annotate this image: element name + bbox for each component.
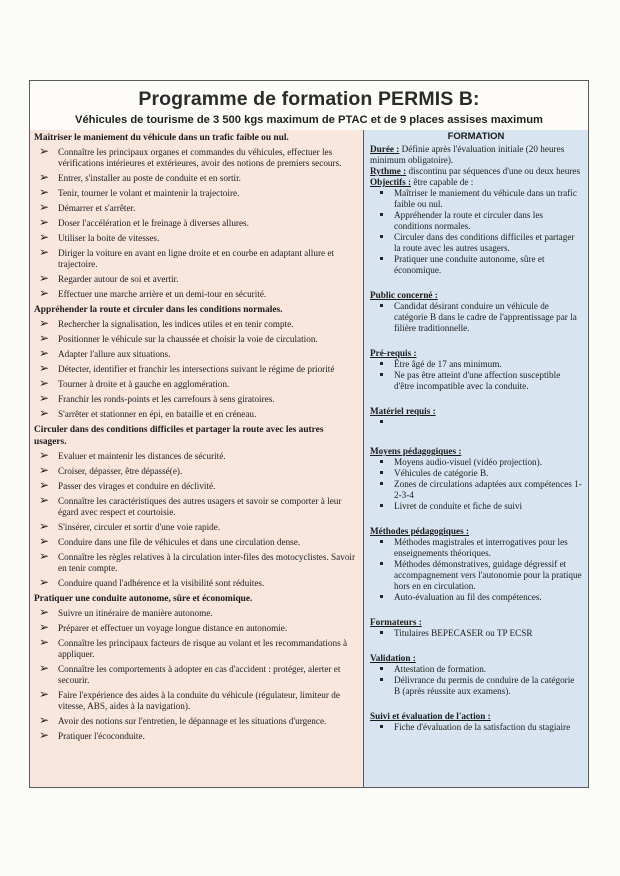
list-item: ➢ Entrer, s'installer au poste de conduite et en sortir. xyxy=(39,170,241,184)
list-item: ➢ Adapter l'allure aux situations. xyxy=(39,346,171,360)
arrow-bullet-icon: ➢ xyxy=(39,215,50,229)
formateurs-list xyxy=(370,628,582,639)
list-item: Maîtriser le maniement du véhicule dans un trafic faible ou nul. xyxy=(370,188,582,210)
rythme-line xyxy=(370,166,582,177)
program-sheet xyxy=(29,80,589,788)
list-item: Véhicules de catégorie B. xyxy=(370,468,582,479)
arrow-bullet-icon: ➢ xyxy=(39,605,50,619)
arrow-bullet-icon: ➢ xyxy=(39,448,50,462)
arrow-bullet-icon: ➢ xyxy=(39,493,50,507)
list-item: ➢ Evaluer et maintenir les distances de sécurité. xyxy=(39,448,226,462)
arrow-bullet-icon: ➢ xyxy=(39,361,50,375)
arrow-bullet-icon: ➢ xyxy=(39,463,50,477)
list-item: ➢ Croiser, dépasser, être dépassé(e). xyxy=(39,463,183,477)
objectifs-label: Objectifs : xyxy=(370,177,412,187)
materiel-list xyxy=(370,417,582,428)
duree-label: Durée : xyxy=(370,144,400,154)
square-bullet-icon xyxy=(380,504,383,507)
objectifs-list xyxy=(370,188,582,276)
list-item: ➢ Connaître les règles relatives à la circulation inter-files des motocyclistes. Savoir en tenir compte. xyxy=(39,549,356,573)
rythme-text: discontinu par séquences d'une ou deux heures xyxy=(406,166,581,176)
list-item: Fiche d'évaluation de la satisfaction du stagiaire xyxy=(370,722,582,733)
materiel-label: Matériel requis : xyxy=(370,406,436,416)
methodes-label: Méthodes pédagogiques : xyxy=(370,526,470,536)
list-item: ➢ Connaître les principaux organes et commandes du véhicules, effectuer les vérifications intérieures et extérieures, avoir des notions de premiers secours. xyxy=(39,144,342,168)
list-item: ➢ Tourner à droite et à gauche en agglomération. xyxy=(39,376,230,390)
list-item: Délivrance du permis de conduire de la catégorie B (après réussite aux examens). xyxy=(370,675,582,697)
list-item: Méthodes magistrales et interrogatives pour les enseignements théoriques. xyxy=(370,537,582,559)
list-item: ➢ Regarder autour de soi et avertir. xyxy=(39,271,179,285)
arrow-bullet-icon: ➢ xyxy=(39,713,50,727)
list-item: Appréhender la route et circuler dans les conditions normales. xyxy=(370,210,582,232)
list-item: Zones de circulations adaptées aux compétences 1-2-3-4 xyxy=(370,479,582,501)
bullet-list xyxy=(34,316,357,420)
arrow-bullet-icon: ➢ xyxy=(39,144,50,158)
objectifs-line xyxy=(370,177,582,188)
list-item: ➢ S'insérer, circuler et sortir d'une voie rapide. xyxy=(39,519,221,533)
square-bullet-icon xyxy=(380,725,383,728)
list-item: ➢ Utiliser la boite de vitesses. xyxy=(39,230,160,244)
duree-text: Définie après l'évaluation initiale (20 heures minimum obligatoire). xyxy=(370,144,565,165)
section-heading: Appréhender la route et circuler dans les conditions normales. xyxy=(34,305,283,315)
arrow-bullet-icon: ➢ xyxy=(39,687,50,701)
moyens-list xyxy=(370,457,582,512)
arrow-bullet-icon: ➢ xyxy=(39,245,50,259)
suivi-line xyxy=(370,711,582,722)
arrow-bullet-icon: ➢ xyxy=(39,728,50,742)
arrow-bullet-icon: ➢ xyxy=(39,316,50,330)
square-bullet-icon xyxy=(380,213,383,216)
square-bullet-icon xyxy=(380,595,383,598)
square-bullet-icon xyxy=(380,471,383,474)
arrow-bullet-icon: ➢ xyxy=(39,661,50,675)
arrow-bullet-icon: ➢ xyxy=(39,331,50,345)
section-heading: Pratiquer une conduite autonome, sûre et économique. xyxy=(34,594,253,604)
list-item: ➢ Faire l'expérience des aides à la conduite du véhicule (régulateur, limiteur de vitesse, ABS, aides à la navigation). xyxy=(39,687,340,711)
list-item: Attestation de formation. xyxy=(370,664,582,675)
square-bullet-icon xyxy=(380,562,383,565)
left-section xyxy=(34,132,357,300)
list-item: Moyens audio-visuel (vidéo projection). xyxy=(370,457,582,468)
square-bullet-icon xyxy=(380,540,383,543)
left-section xyxy=(34,304,357,420)
list-item: Titulaires BEPECASER ou TP ECSR xyxy=(370,628,582,639)
square-bullet-icon xyxy=(380,667,383,670)
arrow-bullet-icon: ➢ xyxy=(39,406,50,420)
list-item: ➢ Préparer et effectuer un voyage longue distance en autonomie. xyxy=(39,620,288,634)
suivi-label: Suivi et évaluation de l'action : xyxy=(370,711,491,721)
list-item: Être âgé de 17 ans minimum. xyxy=(370,359,582,370)
bullet-list xyxy=(34,605,357,742)
section-heading: Circuler dans des conditions difficiles et partager la route avec les autres usagers. xyxy=(34,425,324,447)
square-bullet-icon xyxy=(380,362,383,365)
list-item: ➢ Effectuer une marche arrière et un demi-tour en sécurité. xyxy=(39,286,267,300)
arrow-bullet-icon: ➢ xyxy=(39,376,50,390)
rythme-label: Rythme : xyxy=(370,166,407,176)
square-bullet-icon xyxy=(380,678,383,681)
list-item: ➢ Suivre un itinéraire de manière autonome. xyxy=(39,605,213,619)
square-bullet-icon xyxy=(380,257,383,260)
duree-line xyxy=(370,144,582,166)
arrow-bullet-icon: ➢ xyxy=(39,549,50,563)
list-item: ➢ Connaître les caractéristiques des autres usagers et savoir se comporter à leur égard avec respect et courtoisie. xyxy=(39,493,342,517)
list-item xyxy=(370,417,582,428)
list-item: Candidat désirant conduire un véhicule de catégorie B dans le cadre de l'apprentissage par la filière traditionnelle. xyxy=(370,301,582,334)
formation-column xyxy=(364,130,588,787)
list-item: ➢ Conduire quand l'adhérence et la visibilité sont réduites. xyxy=(39,575,265,589)
list-item: Pratiquer une conduite autonome, sûre et économique. xyxy=(370,254,582,276)
square-bullet-icon xyxy=(380,373,383,376)
list-item: ➢ Conduire dans une file de véhicules et dans une circulation dense. xyxy=(39,534,301,548)
public-label: Public concerné : xyxy=(370,290,438,300)
list-item: Circuler dans des conditions difficiles et partager la route avec les autres usagers. xyxy=(370,232,582,254)
arrow-bullet-icon: ➢ xyxy=(39,519,50,533)
square-bullet-icon xyxy=(380,235,383,238)
public-line xyxy=(370,290,582,301)
section-heading: Maîtriser le maniement du véhicule dans un trafic faible ou nul. xyxy=(34,133,289,143)
competences-column xyxy=(30,130,364,787)
validation-line xyxy=(370,653,582,664)
bullet-list xyxy=(34,144,357,300)
square-bullet-icon xyxy=(380,191,383,194)
list-item: ➢ Passer des virages et conduire en déclivité. xyxy=(39,478,216,492)
public-list xyxy=(370,301,582,334)
page-title: Programme de formation PERMIS B: xyxy=(138,88,480,110)
suivi-list xyxy=(370,722,582,733)
arrow-bullet-icon: ➢ xyxy=(39,170,50,184)
left-section xyxy=(34,593,357,742)
arrow-bullet-icon: ➢ xyxy=(39,230,50,244)
list-item: ➢ Détecter, identifier et franchir les intersections suivant le régime de priorité xyxy=(39,361,335,375)
arrow-bullet-icon: ➢ xyxy=(39,200,50,214)
page-subtitle: Véhicules de tourisme de 3 500 kgs maximum de PTAC et de 9 places assises maximum xyxy=(74,114,543,126)
square-bullet-icon xyxy=(380,420,383,423)
list-item: ➢ Pratiquer l'écoconduite. xyxy=(39,728,145,742)
prerequis-label: Pré-requis : xyxy=(370,348,417,358)
list-item: Ne pas être atteint d'une affection susceptible d'être incompatible avec la conduite. xyxy=(370,370,582,392)
validation-label: Validation : xyxy=(370,653,416,663)
methodes-line xyxy=(370,526,582,537)
prerequis-list xyxy=(370,359,582,392)
arrow-bullet-icon: ➢ xyxy=(39,575,50,589)
list-item: Livret de conduite et fiche de suivi xyxy=(370,501,582,512)
bullet-list xyxy=(34,448,357,589)
moyens-label: Moyens pédagogiques : xyxy=(370,446,462,456)
arrow-bullet-icon: ➢ xyxy=(39,271,50,285)
left-section xyxy=(34,424,357,589)
square-bullet-icon xyxy=(380,482,383,485)
validation-list xyxy=(370,664,582,697)
list-item: ➢ Positionner le véhicule sur la chaussée et choisir la voie de circulation. xyxy=(39,331,318,345)
list-item: ➢ Connaître les principaux facteurs de risque au volant et les recommandations à appliquer. xyxy=(39,635,348,659)
materiel-line xyxy=(370,406,582,417)
list-item: Méthodes démonstratives, guidage dégressif et accompagnement vers l'autonomie pour la pratique hors en en circulation. xyxy=(370,559,582,592)
arrow-bullet-icon: ➢ xyxy=(39,534,50,548)
arrow-bullet-icon: ➢ xyxy=(39,346,50,360)
arrow-bullet-icon: ➢ xyxy=(39,391,50,405)
arrow-bullet-icon: ➢ xyxy=(39,635,50,649)
list-item: ➢ Avoir des notions sur l'entretien, le dépannage et les situations d'urgence. xyxy=(39,713,327,727)
formateurs-line xyxy=(370,617,582,628)
list-item: ➢ Doser l'accélération et le freinage à diverses allures. xyxy=(39,215,249,229)
list-item: ➢ Tenir, tourner le volant et maintenir la trajectoire. xyxy=(39,185,240,199)
formation-heading: FORMATION xyxy=(447,131,505,142)
square-bullet-icon xyxy=(380,460,383,463)
list-item: ➢ Rechercher la signalisation, les indices utiles et en tenir compte. xyxy=(39,316,294,330)
prerequis-line xyxy=(370,348,582,359)
list-item: Auto-évaluation au fil des compétences. xyxy=(370,592,582,603)
formateurs-label: Formateurs : xyxy=(370,617,422,627)
list-item: ➢ Connaître les comportements à adopter en cas d'accident : protéger, alerter et secourir. xyxy=(39,661,341,685)
list-item: ➢ Démarrer et s'arrêter. xyxy=(39,200,136,214)
methodes-list xyxy=(370,537,582,603)
list-item: ➢ Franchir les ronds-points et les carrefours à sens giratoires. xyxy=(39,391,275,405)
list-item: ➢ Diriger la voiture en avant en ligne droite et en courbe en adaptant allure et trajectoire. xyxy=(39,245,335,269)
arrow-bullet-icon: ➢ xyxy=(39,185,50,199)
content-columns xyxy=(30,130,588,787)
list-item: ➢ S'arrêter et stationner en épi, en bataille et en créneau. xyxy=(39,406,257,420)
moyens-line xyxy=(370,446,582,457)
arrow-bullet-icon: ➢ xyxy=(39,620,50,634)
square-bullet-icon xyxy=(380,631,383,634)
square-bullet-icon xyxy=(380,304,383,307)
arrow-bullet-icon: ➢ xyxy=(39,286,50,300)
arrow-bullet-icon: ➢ xyxy=(39,478,50,492)
objectifs-text: être capable de : xyxy=(411,177,474,187)
